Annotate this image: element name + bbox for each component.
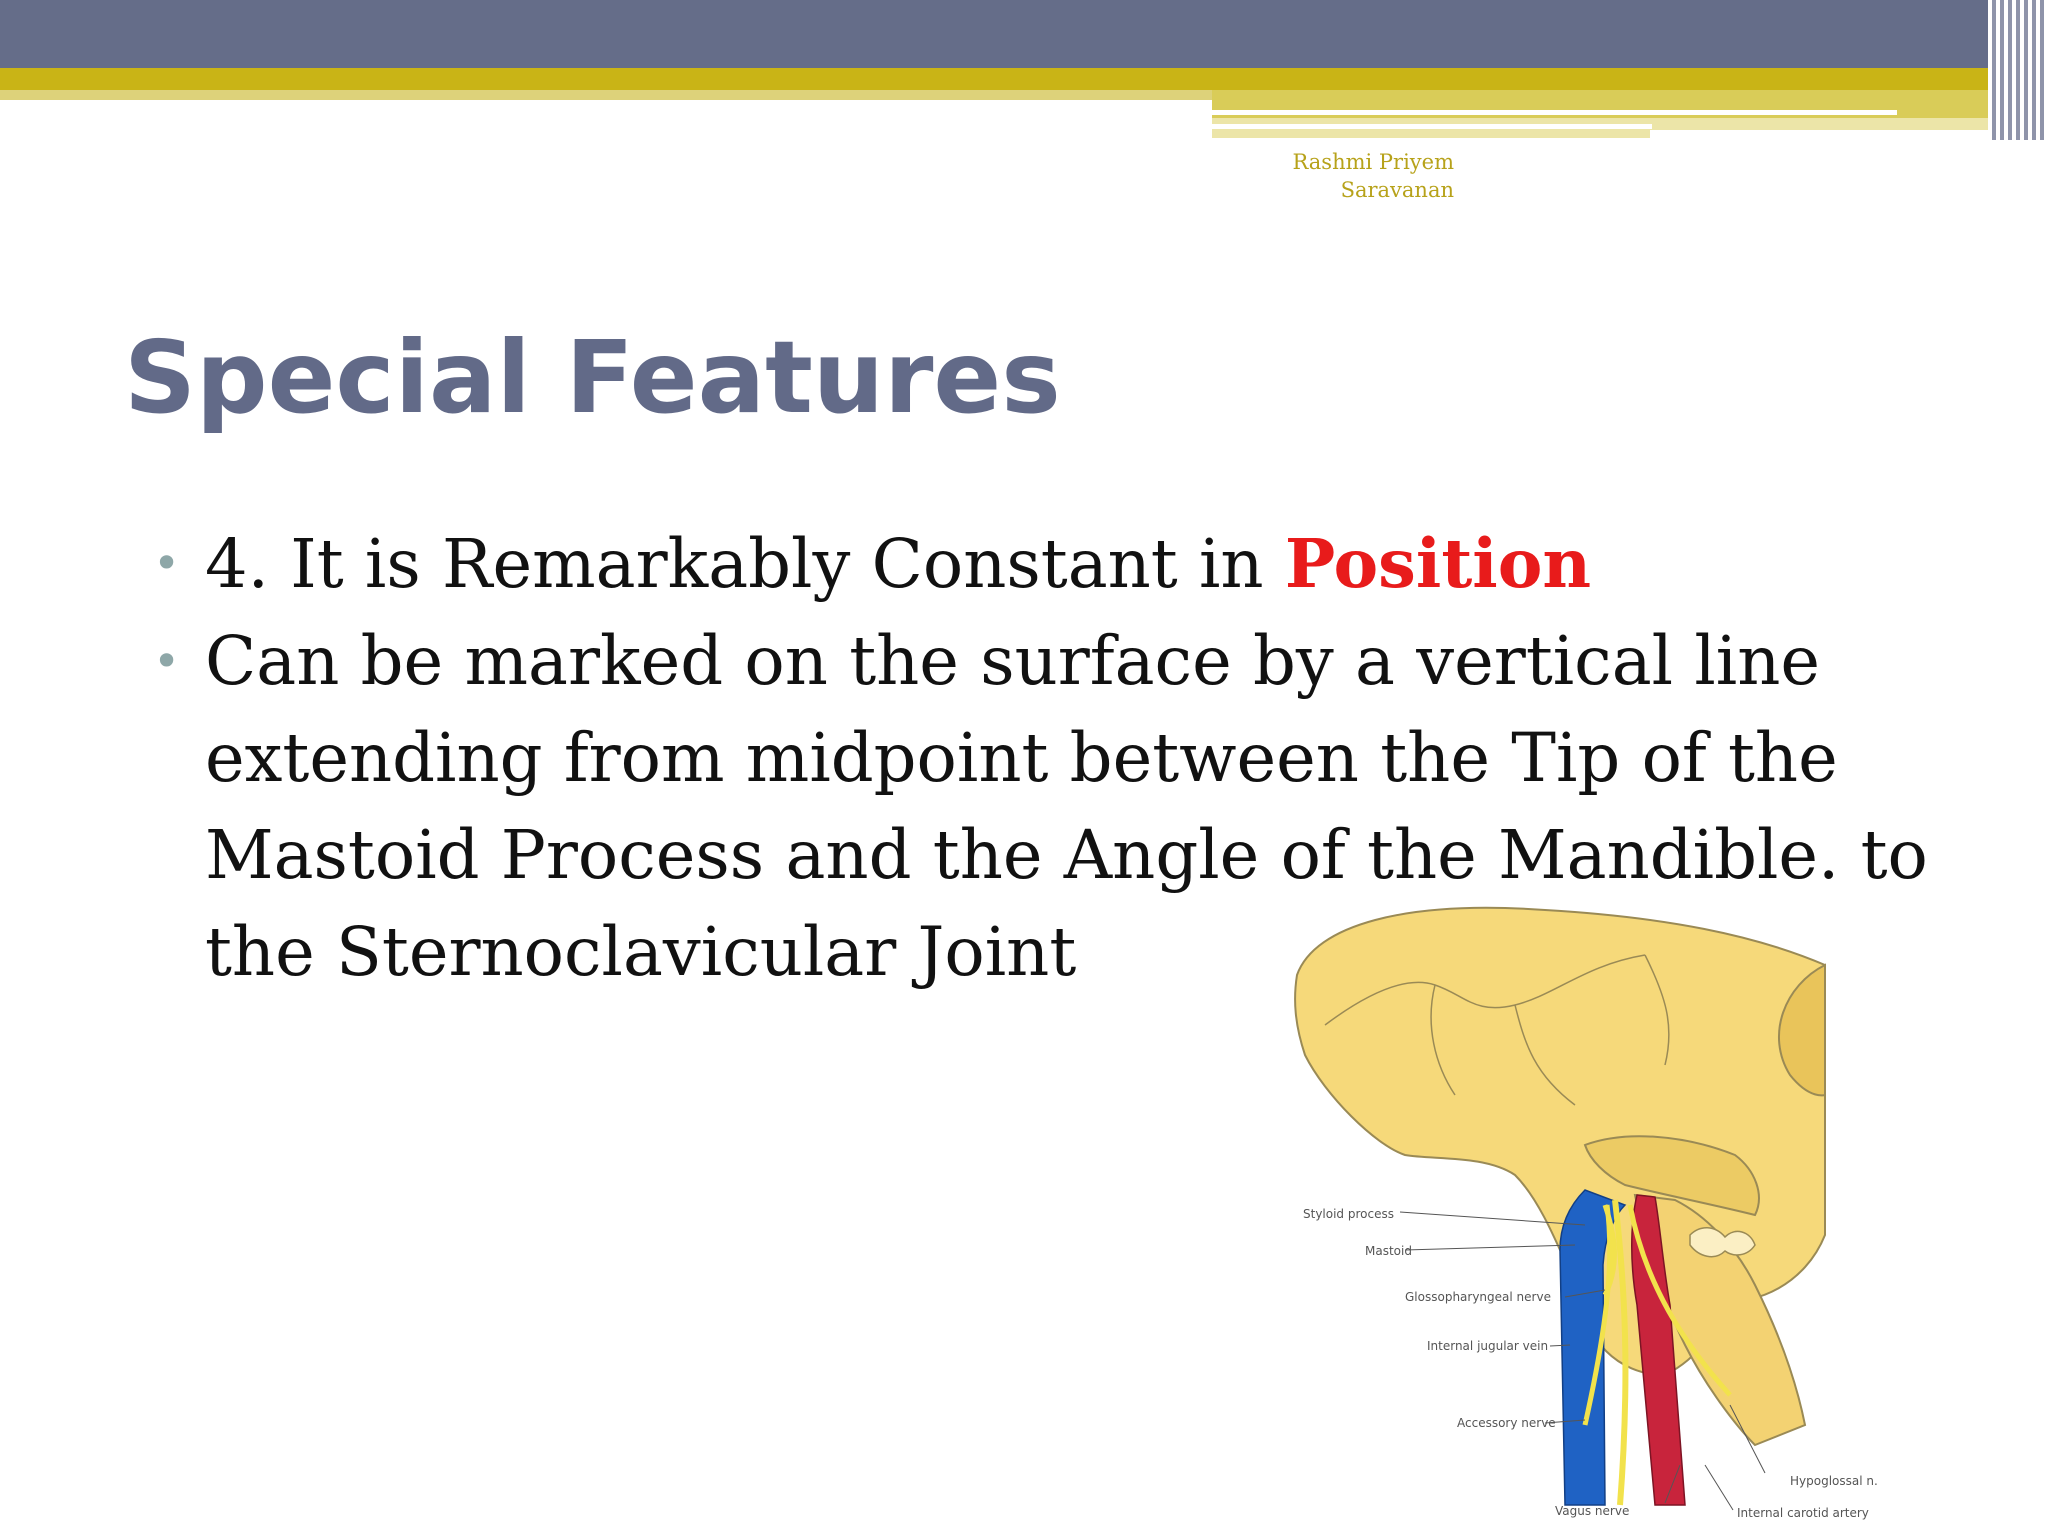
label-internal-jugular-vein: Internal jugular vein <box>1427 1339 1549 1353</box>
label-hypoglossal-nerve: Hypoglossal n. <box>1790 1474 1878 1488</box>
skull-neck-anatomy-figure <box>1285 905 1985 1525</box>
author-line-1: Rashmi Priyem <box>1292 150 1454 174</box>
header-divider-line <box>1212 110 1897 115</box>
bullet-dot-icon: • <box>153 536 181 590</box>
label-mastoid: Mastoid <box>1365 1244 1412 1258</box>
header-band-gold <box>0 68 2048 90</box>
bullet-highlight: Position <box>1284 524 1592 603</box>
slide-title: Special Features <box>124 319 1061 436</box>
label-accessory-nerve: Accessory nerve <box>1457 1416 1556 1430</box>
header-band-pale <box>0 90 1212 100</box>
label-glossopharyngeal-nerve: Glossopharyngeal nerve <box>1405 1290 1551 1304</box>
header-band-slate <box>0 0 2048 68</box>
header-divider-line-lower <box>1212 124 1652 129</box>
label-internal-carotid-artery: Internal carotid artery <box>1737 1506 1869 1520</box>
bullet-text: 4. It is Remarkably Constant in <box>205 525 1285 603</box>
author-name <box>1200 148 1454 204</box>
header-stripes <box>1988 0 2048 140</box>
bullet-item-position <box>145 515 1945 613</box>
bullet-text: Can be marked on the surface by a vertical line extending from midpoint between the Tip of the Mastoid Process and the Angle of the Mandible. to the Sternoclavicular Joint <box>205 622 1928 991</box>
label-styloid-process: Styloid process <box>1303 1207 1394 1221</box>
label-vagus-nerve: Vagus nerve <box>1555 1504 1630 1518</box>
author-line-2: Saravanan <box>1340 178 1454 202</box>
bullet-dot-icon: • <box>153 634 181 688</box>
